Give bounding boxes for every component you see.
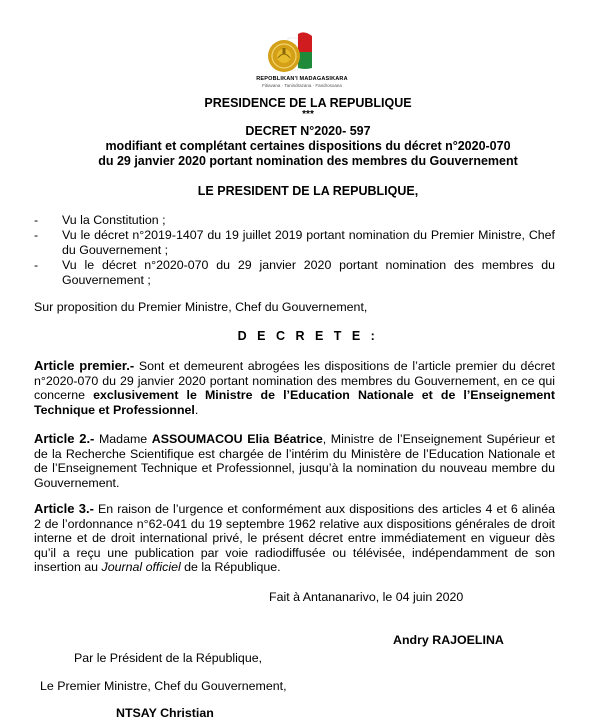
- republic-seal: [232, 28, 372, 94]
- article-text: , Ministre de l’Enseignement Supérieur et de la Recherche Scientifique est chargée de l’intérim du Ministère de l’Education Nationale et de l’Enseignement Technique et Professionnel, jusqu’à la nomination du nouveau membre du Gouvernement.: [34, 432, 556, 490]
- decree-subtitle-line1: modifiant et complétant certaines dispositions du décret n°2020-070: [105, 139, 511, 153]
- article-text: .: [194, 402, 199, 417]
- seal-name: REPOBLIKAN'I MADAGASIKARA: [256, 76, 348, 82]
- presidence-title: PRESIDENCE DE LA REPUBLIQUE: [204, 96, 412, 110]
- visa-item: Vu la Constitution ;: [62, 213, 166, 227]
- decrete-heading: D E C R E T E :: [237, 329, 379, 343]
- article-emphasis: ASSOUMACOU Elia Béatrice: [151, 432, 323, 446]
- article-text: Sont et demeurent abrogées les dispositions de l’article premier du décret n°2020-070 du 29 janvier 2020 portant nomination des membres du Gouvernement, en ce qui concerne: [34, 359, 555, 402]
- article-premier: [34, 359, 555, 417]
- decree-number: DECRET N°2020- 597: [245, 124, 371, 138]
- article-3: [34, 502, 555, 575]
- article-label: Article 3.-: [34, 501, 94, 516]
- article-text: En raison de l’urgence et conformément aux dispositions des articles 4 et 6 alinéa 2 de l’ordonnance n°62-041 du 19 septembre 1962 relative aux dispositions générales de droit interne et de droit international privé, le présent décret entre immédiatement en vigueur dès qu’il a reçu une publication par voie radiodiffusée ou télévisée, indépendamment de son insertion au: [34, 502, 555, 574]
- prime-minister-title: Le Premier Ministre, Chef du Gouvernement,: [40, 679, 287, 693]
- seal-motto: Fitiavana · Tanindrazana · Fandrosoana: [262, 83, 342, 88]
- president-name: Andry RAJOELINA: [393, 633, 504, 647]
- by-president: Par le Président de la République,: [74, 651, 263, 665]
- prime-minister-name: NTSAY Christian: [116, 706, 214, 720]
- visa-item-line: Vu le décret n°2020-070 du 29 janvier 2020 portant nomination des membres du: [62, 258, 555, 272]
- visa-dash: -: [34, 258, 39, 272]
- president-heading: LE PRESIDENT DE LA REPUBLIQUE,: [197, 184, 419, 198]
- visa-item-line: Vu le décret n°2019-1407 du 19 juillet 2019 portant nomination du Premier Ministre, Chef: [62, 228, 555, 242]
- seal-of-madagascar-icon: [232, 28, 372, 76]
- visa-item-line: du Gouvernement ;: [62, 243, 169, 257]
- article-italic: Journal officiel: [101, 560, 181, 574]
- place-date: Fait à Antananarivo, le 04 juin 2020: [269, 590, 464, 604]
- article-text: Madame: [94, 432, 152, 446]
- decree-subtitle-line2: du 29 janvier 2020 portant nomination des membres du Gouvernement: [98, 154, 518, 168]
- visa-dash: -: [34, 228, 39, 242]
- article-label: Article 2.-: [34, 431, 95, 446]
- visa-dash: -: [34, 213, 39, 227]
- header-stars: ***: [302, 109, 314, 120]
- proposal-text: Sur proposition du Premier Ministre, Chef du Gouvernement,: [34, 300, 368, 314]
- article-emphasis: exclusivement le Ministre de l’Education Nationale et de l’Enseignement Technique et Professionnel: [34, 388, 555, 417]
- article-2: [34, 432, 555, 490]
- article-label: Article premier.-: [34, 358, 135, 373]
- visa-item-line: Gouvernement ;: [62, 273, 151, 287]
- article-text: de la République.: [180, 560, 281, 574]
